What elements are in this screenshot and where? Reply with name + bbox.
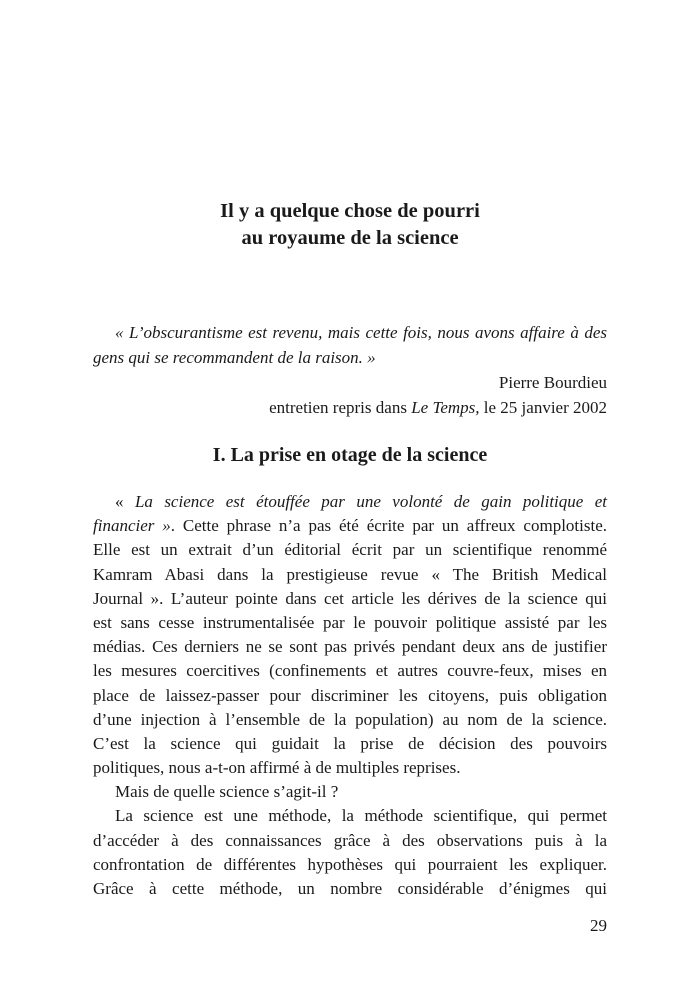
paragraph-1-line: est sans cesse instrumentalisée par le pouvoir politique assisté par les [93,612,607,632]
paragraph-1-line: Kamram Abasi dans la prestigieuse revue « The British Medical [93,564,607,584]
paragraph-1-line: médias. Ces derniers ne se sont pas privés pendant deux ans de justifier [93,637,607,657]
chapter-title-line-1: Il y a quelque chose de pourri [220,200,480,222]
chapter-title-line-2: au royaume de la science [241,227,459,249]
paragraph-1-line: C’est la science qui guidait la prise de décision des pouvoirs [93,733,607,753]
epigraph-source [93,395,607,420]
paragraph-1-line: Elle est un extrait d’un éditorial écrit par un scientifique renommé [93,540,607,560]
epigraph-quote-line-1: « L’obscurantisme est revenu, mais cette fois, nous avons affaire à [115,323,579,342]
paragraph-3-line: La science est une méthode, la méthode scientifique, qui permet [115,806,607,826]
paragraph-3-line: confrontation de différentes hypothèses qui pourraient les expliquer. [93,854,607,874]
quoted-text: La science est étouffée par une volonté de gain politique et [134,492,608,511]
epigraph [93,320,607,420]
paragraph-1-line: place de laissez-passer pour discriminer les citoyens, puis obligation [93,685,607,705]
section-title: I. La prise en otage de la science [212,444,488,466]
epigraph-quote [93,320,607,370]
epigraph-source-publication: Le Temps, [411,398,480,417]
page-number: 29 [590,916,607,935]
paragraph-3-line: d’accéder à des connaissances grâce à des observations puis à la [93,830,607,850]
epigraph-source-date: le 25 janvier 2002 [479,398,607,417]
quoted-text: financier » [93,516,171,536]
epigraph-author: Pierre Bourdieu [498,373,607,392]
body-text-span: . Cette phrase n’a pas été écrite par un affreux complotiste. [170,516,607,536]
quote-open: « [115,492,135,511]
paragraph-1-line [93,514,607,538]
paragraph-1-line [93,490,607,514]
paragraph-1-line: politiques, nous a-t-on affirmé à de multiples reprises. [93,758,461,778]
epigraph-source-prefix: entretien repris dans [269,398,412,417]
body-text [93,490,607,901]
epigraph-quote-line-2: des gens qui se recommandent de la raison. » [93,323,608,367]
paragraph-1-line: d’une injection à l’ensemble de la population) au nom de la science. [93,709,607,729]
paragraph-3-line: Grâce à cette méthode, un nombre considérable d’énigmes qui [93,879,607,898]
paragraph-1-line: Journal ». L’auteur pointe dans cet article les dérives de la science qui [93,588,607,608]
chapter-title [0,198,700,252]
paragraph-2-line: Mais de quelle science s’agit-il ? [115,782,339,802]
paragraph-1-line: les mesures coercitives (confinements et autres couvre-feux, mises en [93,661,607,681]
